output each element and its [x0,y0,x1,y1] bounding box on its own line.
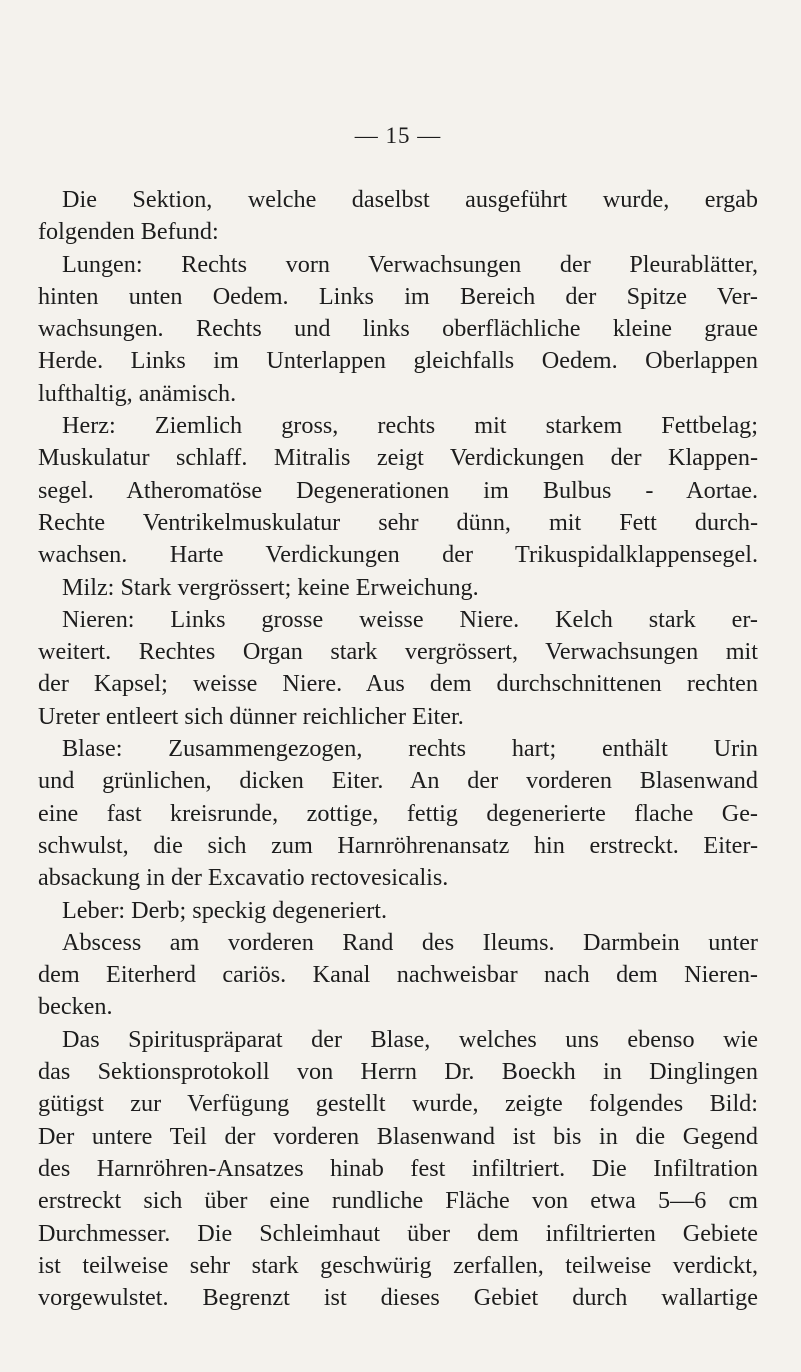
text-line: Blase: Zusammengezogen, rechts hart; enthält Urin [62,735,758,763]
document-body [38,184,758,1314]
text-line: Das Spirituspräparat der Blase, welches uns ebenso wie [62,1025,758,1053]
text-line: eine fast kreisrunde, zottige, fettig degenerierte flache Ge- [38,799,758,827]
text-line: weitert. Rechtes Organ stark vergrössert, Verwachsungen mit [38,638,758,666]
text-line: Nieren: Links grosse weisse Niere. Kelch stark er- [62,605,758,633]
text-line: Abscess am vorderen Rand des Ileums. Darmbein unter [62,928,758,956]
text-line: Rechte Ventrikelmuskulatur sehr dünn, mit Fett durch- [38,508,758,536]
text-line: Der untere Teil der vorderen Blasenwand ist bis in die Gegend [38,1122,758,1150]
text-line: der Kapsel; weisse Niere. Aus dem durchschnittenen rechten [38,670,758,698]
text-line: wachsungen. Rechts und links oberflächliche kleine graue [38,315,758,343]
text-line: Herz: Ziemlich gross, rechts mit starkem Fettbelag; [62,412,758,440]
text-line: folgenden Befund: [38,218,219,246]
text-line: Durchmesser. Die Schleimhaut über dem infiltrierten Gebiete [38,1219,758,1247]
text-line: Die Sektion, welche daselbst ausgeführt wurde, ergab [62,186,758,213]
text-line: segel. Atheromatöse Degenerationen im Bulbus - Aortae. [38,476,758,504]
text-line: Herde. Links im Unterlappen gleichfalls Oedem. Oberlappen [38,347,758,375]
text-line: Milz: Stark vergrössert; keine Erweichung. [62,573,479,601]
text-line: wachsen. Harte Verdickungen der Trikuspidalklappensegel. [38,541,758,569]
page-number-header: — 15 — [354,123,442,148]
text-line: erstreckt sich über eine rundliche Fläche von etwa 5—6 cm [38,1187,758,1215]
text-line: Leber: Derb; speckig degeneriert. [62,896,388,924]
text-line: das Sektionsprotokoll von Herrn Dr. Boeckh in Dinglingen [38,1058,758,1086]
text-line: absackung in der Excavatio rectovesicalis. [38,864,449,892]
text-line: Lungen: Rechts vorn Verwachsungen der Pleurablätter, [62,250,758,278]
text-line: gütigst zur Verfügung gestellt wurde, zeigte folgendes Bild: [38,1090,758,1118]
text-line: und grünlichen, dicken Eiter. An der vorderen Blasenwand [38,767,758,795]
text-line: schwulst, die sich zum Harnröhrenansatz hin erstreckt. Eiter- [38,831,758,859]
text-line: becken. [38,993,113,1021]
text-line: dem Eiterherd cariös. Kanal nachweisbar nach dem Nieren- [38,961,758,989]
text-line: vorgewulstet. Begrenzt ist dieses Gebiet durch wallartige [38,1284,758,1312]
text-line: hinten unten Oedem. Links im Bereich der Spitze Ver- [38,282,758,310]
text-line: Muskulatur schlaff. Mitralis zeigt Verdickungen der Klappen- [38,444,758,472]
text-line: Ureter entleert sich dünner reichlicher Eiter. [38,702,464,730]
text-line: des Harnröhren-Ansatzes hinab fest infiltriert. Die Infiltration [38,1154,758,1182]
text-line: ist teilweise sehr stark geschwürig zerfallen, teilweise verdickt, [38,1251,758,1279]
text-line: lufthaltig, anämisch. [38,379,237,407]
